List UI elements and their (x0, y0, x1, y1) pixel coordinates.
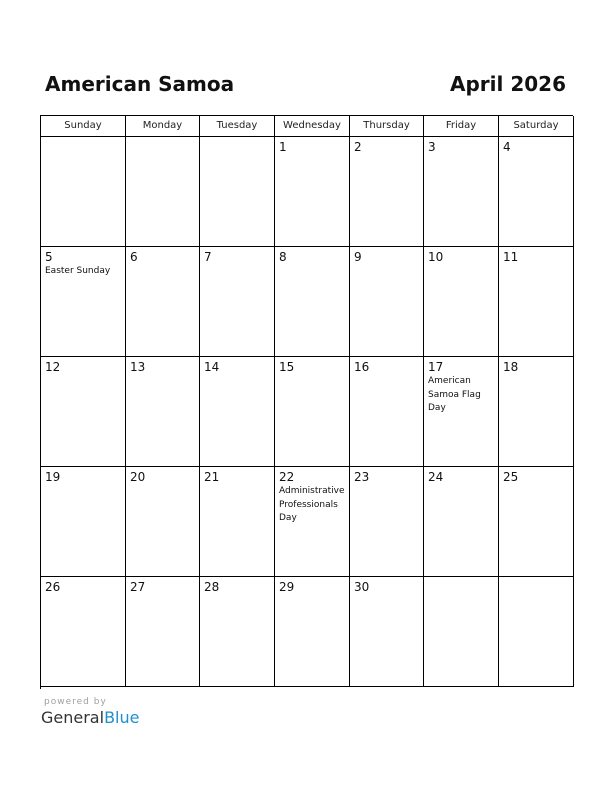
day-number: 8 (279, 250, 287, 264)
weekday-header-thursday: Thursday (350, 116, 424, 137)
day-cell (499, 137, 574, 247)
day-number: 27 (130, 580, 146, 594)
logo-general-text: General (41, 708, 105, 727)
day-cell (350, 137, 424, 247)
day-cell (200, 137, 275, 247)
day-cell (350, 357, 424, 467)
day-number: 1 (279, 140, 287, 154)
day-number: 6 (130, 250, 138, 264)
day-number: 21 (204, 470, 220, 484)
day-number: 22 (279, 470, 295, 484)
day-cell (126, 247, 200, 357)
calendar-grid (40, 115, 573, 689)
day-cell (126, 357, 200, 467)
day-cell (126, 137, 200, 247)
day-cell (275, 247, 350, 357)
day-number: 10 (428, 250, 444, 264)
day-number: 18 (503, 360, 519, 374)
weekday-header-saturday: Saturday (499, 116, 574, 137)
day-number: 12 (45, 360, 61, 374)
holiday-label: Easter Sunday (45, 266, 111, 276)
day-number: 19 (45, 470, 61, 484)
month-year-title: April 2026 (450, 72, 566, 96)
day-number: 28 (204, 580, 220, 594)
day-number: 13 (130, 360, 146, 374)
weekday-header-monday: Monday (126, 116, 200, 137)
day-cell (499, 247, 574, 357)
holiday-label: American Samoa Flag Day (428, 376, 481, 413)
day-number: 15 (279, 360, 295, 374)
day-cell (275, 467, 350, 577)
day-cell (424, 577, 499, 687)
day-number: 16 (354, 360, 370, 374)
day-cell (350, 467, 424, 577)
day-cell (126, 577, 200, 687)
day-number: 9 (354, 250, 362, 264)
day-cell (499, 467, 574, 577)
day-number: 23 (354, 470, 370, 484)
day-number: 4 (503, 140, 511, 154)
day-cell (275, 357, 350, 467)
day-cell (200, 247, 275, 357)
day-number: 25 (503, 470, 519, 484)
day-cell (200, 467, 275, 577)
weekday-header-tuesday: Tuesday (200, 116, 275, 137)
day-cell (499, 577, 574, 687)
day-cell (424, 247, 499, 357)
day-cell (200, 577, 275, 687)
day-cell (424, 357, 499, 467)
weekday-header-wednesday: Wednesday (275, 116, 350, 137)
generalblue-logo (41, 708, 139, 728)
day-number: 7 (204, 250, 212, 264)
day-number: 30 (354, 580, 370, 594)
holiday-label: Administrative Professionals Day (279, 486, 345, 523)
day-cell (275, 577, 350, 687)
day-number: 20 (130, 470, 146, 484)
day-number: 5 (45, 250, 53, 264)
day-cell (41, 357, 126, 467)
day-number: 24 (428, 470, 444, 484)
day-number: 29 (279, 580, 295, 594)
logo-blue-text: Blue (104, 708, 140, 727)
day-cell (499, 357, 574, 467)
day-cell (126, 467, 200, 577)
day-cell (424, 137, 499, 247)
country-title: American Samoa (45, 72, 235, 96)
day-number: 11 (503, 250, 519, 264)
day-number: 2 (354, 140, 362, 154)
day-cell (200, 357, 275, 467)
weekday-header-friday: Friday (424, 116, 499, 137)
day-cell (275, 137, 350, 247)
day-number: 3 (428, 140, 436, 154)
day-number: 17 (428, 360, 444, 374)
day-cell (424, 467, 499, 577)
day-number: 14 (204, 360, 220, 374)
powered-by-label: powered by (44, 697, 107, 707)
day-number: 26 (45, 580, 61, 594)
day-cell (41, 247, 126, 357)
day-cell (41, 577, 126, 687)
day-cell (41, 137, 126, 247)
day-cell (41, 467, 126, 577)
day-cell (350, 577, 424, 687)
weekday-header-sunday: Sunday (41, 116, 126, 137)
day-cell (350, 247, 424, 357)
